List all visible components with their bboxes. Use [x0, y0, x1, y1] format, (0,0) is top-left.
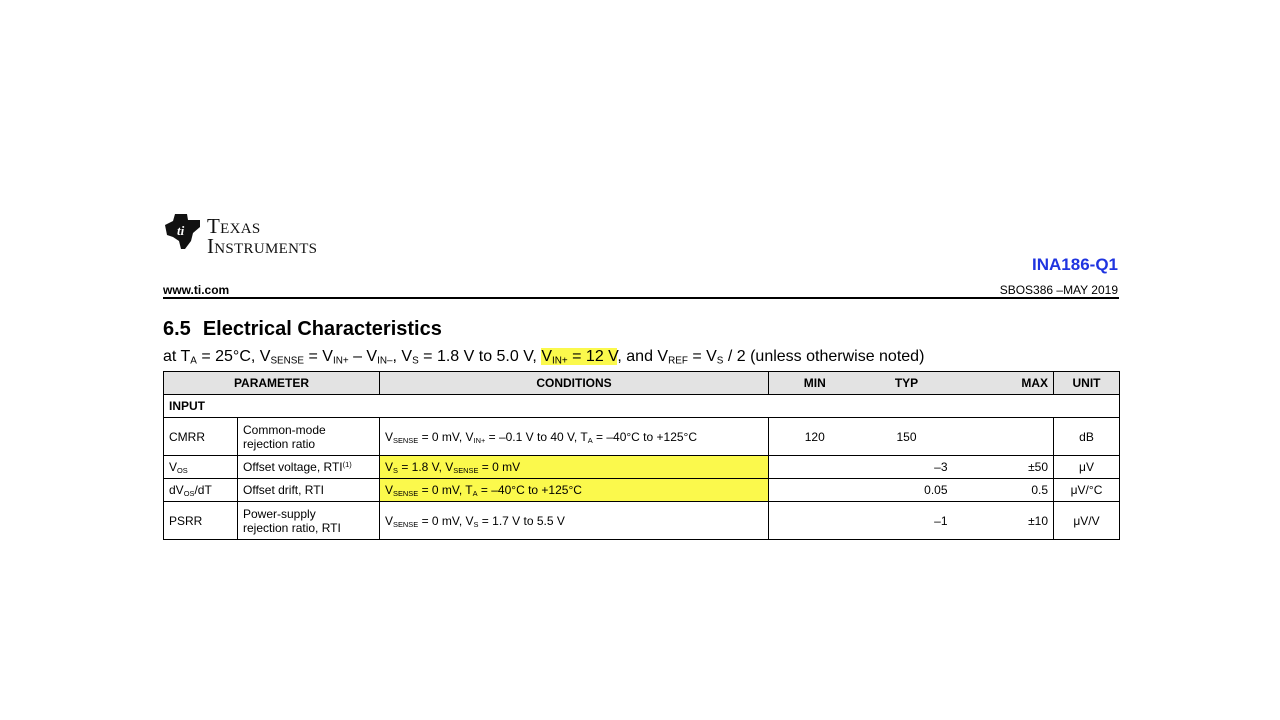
section-title: Electrical Characteristics [202, 318, 442, 340]
table-row [164, 418, 1120, 456]
param-min [769, 479, 861, 502]
param-max: 0.5 [953, 479, 1054, 502]
header-divider [163, 297, 1119, 299]
param-name: Power-supply rejection ratio, RTI [238, 502, 380, 540]
param-name: Common-mode rejection ratio [238, 418, 380, 456]
logo-text-line2: INSTRUMENTS [207, 234, 318, 258]
texas-instruments-logo-icon [163, 211, 203, 251]
document-id: SBOS386 –MAY 2019 [999, 283, 1118, 297]
table-section-row [164, 395, 1120, 418]
param-symbol: PSRR [164, 502, 238, 540]
svg-text:ti: ti [177, 223, 185, 238]
param-symbol: $dV_{OS}/dT$ [164, 479, 238, 502]
col-header-parameter: PARAMETER [164, 372, 380, 395]
section-label-input: INPUT [164, 395, 1120, 418]
param-conditions-highlighted: $V_{SENSE} = 0$ mV, $T_A = -40^\circ C$ to +125°C [380, 479, 769, 502]
table-header-row [164, 372, 1120, 395]
col-header-min: MIN [769, 372, 861, 395]
param-min: 120 [769, 418, 861, 456]
logo-text-line1: TEXAS [207, 214, 261, 238]
table-row [164, 456, 1120, 479]
param-typ: 150 [861, 418, 953, 456]
table-row [164, 502, 1120, 540]
param-name: Offset drift, RTI [238, 479, 380, 502]
col-header-conditions: CONDITIONS [380, 372, 769, 395]
param-conditions: $V_{SENSE} = 0$ mV, $V_S = 1.7$ V to 5.5 V [380, 502, 769, 540]
part-number-link[interactable]: INA186-Q1 [1032, 255, 1118, 274]
col-header-unit: UNIT [1054, 372, 1120, 395]
param-symbol: CMRR [164, 418, 238, 456]
test-conditions-line: at $T_A = 25^\circ C$, $V_{SENSE} = V_{IN+} - V_{IN-}$, $V_S = 1.8$ V to 5.0 V, $V_{IN+} = 12$ V, and $V_{REF} = V_S / 2$ (unless otherwise noted) [163, 348, 925, 367]
col-header-max: MAX [953, 372, 1054, 395]
col-header-typ: TYP [861, 372, 953, 395]
param-typ: –3 [861, 456, 953, 479]
param-min [769, 456, 861, 479]
param-max: ±50 [953, 456, 1054, 479]
param-conditions: $V_{SENSE} = 0$ mV, $V_{IN+} = -0.1$ V to 40 V, $T_A = -40^\circ C$ to +125°C [380, 418, 769, 456]
param-symbol: $V_{OS}$ [164, 456, 238, 479]
param-unit: μV/°C [1054, 479, 1120, 502]
highlighted-condition: $V_{IN+} = 12$ V [541, 348, 618, 367]
param-unit: μV [1054, 456, 1120, 479]
param-max [953, 418, 1054, 456]
param-name: Offset voltage, RTI$^{(1)}$ [238, 456, 380, 479]
param-conditions-highlighted: $V_S = 1.8$ V, $V_{SENSE} = 0$ mV [380, 456, 769, 479]
param-unit: μV/V [1054, 502, 1120, 540]
param-max: ±10 [953, 502, 1054, 540]
section-heading [163, 318, 442, 341]
param-unit: dB [1054, 418, 1120, 456]
website-link[interactable]: www.ti.com [163, 283, 230, 297]
param-typ: –1 [861, 502, 953, 540]
company-logo [163, 211, 318, 258]
param-typ: 0.05 [861, 479, 953, 502]
param-min [769, 502, 861, 540]
section-number: 6.5 [163, 318, 191, 340]
electrical-characteristics-table [163, 371, 1120, 540]
table-row [164, 479, 1120, 502]
